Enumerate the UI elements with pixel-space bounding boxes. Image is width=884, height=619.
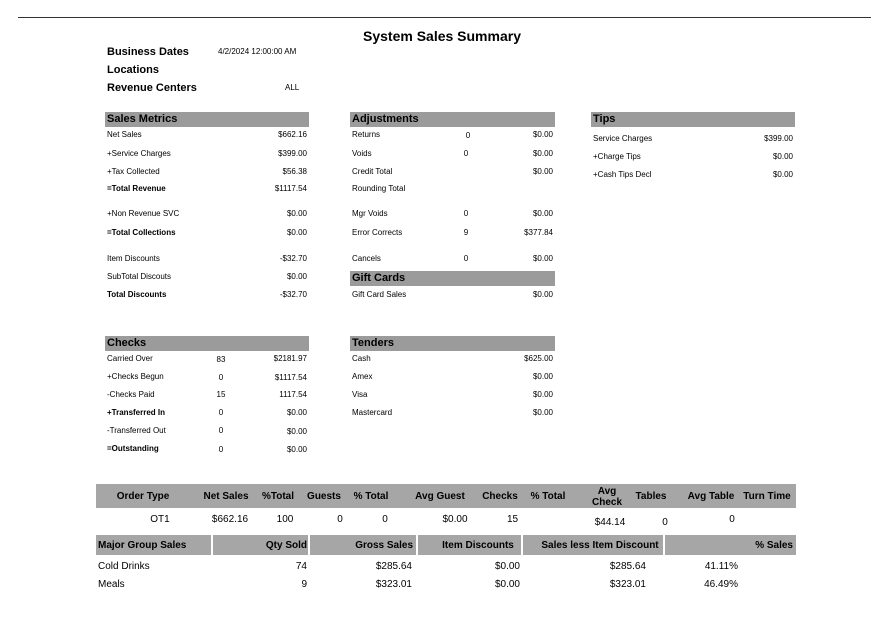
mg-cell-pct-sales: 41.11% — [704, 561, 738, 572]
tender-label: Visa — [352, 390, 368, 399]
checks-label: =Outstanding — [107, 444, 159, 453]
mg-cell-qty: 74 — [295, 561, 307, 572]
ot-cell-checks: 15 — [506, 514, 519, 525]
ot-header-pct-total-guests: % Total — [353, 491, 389, 502]
adj-value: $0.00 — [532, 149, 553, 158]
sm-value: $662.16 — [278, 130, 307, 139]
sales-metrics-header: Sales Metrics — [105, 112, 309, 127]
sm-label: =Total Collections — [107, 228, 176, 237]
checks-value: $1117.54 — [274, 373, 307, 382]
sm-label: Net Sales — [107, 130, 142, 139]
adj-value: $377.84 — [524, 228, 553, 237]
gift-card-value: $0.00 — [532, 290, 553, 299]
mg-cell-item-discounts: $0.00 — [494, 561, 520, 572]
ot-header-avg-table: Avg Table — [687, 491, 735, 502]
ot-header-pct-total: %Total — [261, 491, 295, 502]
mg-cell-name: Cold Drinks — [98, 561, 150, 572]
checks-header: Checks — [105, 336, 309, 351]
adj-count: 0 — [465, 131, 471, 140]
ot-header-checks: Checks — [482, 491, 518, 502]
mg-cell-item-discounts: $0.00 — [494, 579, 520, 590]
column-divider — [211, 535, 213, 555]
adjustments-header: Adjustments — [350, 112, 555, 127]
ot-header-tables: Tables — [635, 491, 667, 502]
gift-cards-header: Gift Cards — [350, 271, 555, 286]
ot-cell-pct-total-guests: 0 — [382, 514, 388, 525]
sm-value: -$32.70 — [279, 254, 307, 263]
ot-cell-avg-guest: $0.00 — [442, 514, 468, 525]
sm-value: $399.00 — [278, 149, 307, 158]
adj-count: 0 — [463, 209, 469, 218]
checks-value: $0.00 — [286, 427, 307, 436]
checks-count: 83 — [216, 355, 226, 364]
locations-label: Locations — [107, 64, 159, 76]
checks-value: $2181.97 — [273, 354, 307, 363]
checks-label: -Transferred Out — [107, 426, 166, 435]
sm-value: $0.00 — [286, 228, 307, 237]
adj-value: $0.00 — [532, 254, 553, 263]
tips-value: $0.00 — [772, 152, 793, 161]
ot-cell-guests: 0 — [337, 514, 343, 525]
sm-label: +Service Charges — [107, 149, 171, 158]
ot-header-turn-time: Turn Time — [743, 491, 791, 502]
sm-label: +Non Revenue SVC — [107, 209, 180, 218]
mg-cell-pct-sales: 46.49% — [704, 579, 738, 590]
adj-count: 0 — [463, 254, 469, 263]
revenue-centers-value: ALL — [285, 83, 300, 92]
adj-value: $0.00 — [532, 209, 553, 218]
checks-label: -Checks Paid — [107, 390, 155, 399]
tips-label: Service Charges — [593, 134, 653, 143]
sm-value: $0.00 — [286, 209, 307, 218]
ot-header-avg-guest: Avg Guest — [415, 491, 465, 502]
sm-value: $1117.54 — [274, 184, 307, 193]
tender-label: Amex — [352, 372, 373, 381]
ot-header-guests: Guests — [307, 491, 341, 502]
tips-value: $0.00 — [772, 170, 793, 179]
mg-cell-sales-less: $285.64 — [609, 561, 646, 572]
adj-label: Returns — [352, 130, 381, 139]
checks-label: Carried Over — [107, 354, 153, 363]
sm-label: Total Discounts — [107, 290, 167, 299]
tips-header: Tips — [591, 112, 795, 127]
revenue-centers-label: Revenue Centers — [107, 82, 197, 94]
tips-label: +Charge Tips — [593, 152, 641, 161]
top-rule — [18, 17, 871, 18]
sm-label: SubTotal Discouts — [107, 272, 172, 281]
adj-label: Credit Total — [352, 167, 393, 176]
ot-header-pct-total-checks: % Total — [530, 491, 566, 502]
ot-cell-avg-check: $44.14 — [594, 517, 626, 528]
mg-cell-name: Meals — [98, 579, 125, 590]
adj-value: $0.00 — [532, 167, 553, 176]
tips-value: $399.00 — [764, 134, 793, 143]
ot-cell-pct-total: 100 — [276, 514, 294, 525]
adj-count: 9 — [463, 228, 469, 237]
business-dates-value: 4/2/2024 12:00:00 AM — [218, 47, 297, 56]
ot-header-order-type: Order Type — [116, 491, 170, 502]
column-divider — [308, 535, 310, 555]
tender-value: $0.00 — [532, 372, 553, 381]
checks-value: $0.00 — [286, 408, 307, 417]
sm-value: $0.00 — [286, 272, 307, 281]
mg-cell-qty: 9 — [301, 579, 307, 590]
tender-value: $0.00 — [532, 408, 553, 417]
adj-label: Mgr Voids — [352, 209, 388, 218]
mg-cell-gross: $285.64 — [375, 561, 412, 572]
sm-label: =Total Revenue — [107, 184, 166, 193]
sm-label: +Tax Collected — [107, 167, 160, 176]
adj-label: Error Corrects — [352, 228, 403, 237]
checks-count: 0 — [218, 445, 224, 454]
mg-header-sales-less: Sales less Item Discount — [541, 540, 659, 551]
adj-value: $0.00 — [532, 130, 553, 139]
tender-label: Cash — [352, 354, 371, 363]
checks-count: 0 — [218, 373, 224, 382]
ot-header-avg-check: Avg Check — [591, 486, 622, 508]
tips-label: +Cash Tips Decl — [593, 170, 652, 179]
mg-header-item-discounts: Item Discounts — [442, 540, 514, 551]
checks-count: 0 — [218, 408, 224, 417]
adj-label: Cancels — [352, 254, 381, 263]
mg-header-name: Major Group Sales — [98, 540, 187, 551]
ot-cell-avg-table: 0 — [729, 514, 735, 525]
gift-card-label: Gift Card Sales — [352, 290, 407, 299]
adj-label: Rounding Total — [352, 184, 406, 193]
tender-value: $625.00 — [524, 354, 553, 363]
mg-cell-gross: $323.01 — [375, 579, 412, 590]
sm-value: $56.38 — [282, 167, 307, 176]
adj-label: Voids — [352, 149, 372, 158]
ot-cell-tables: 0 — [662, 517, 668, 528]
checks-value: 1117.54 — [279, 390, 307, 399]
mg-cell-sales-less: $323.01 — [609, 579, 646, 590]
ot-header-net-sales: Net Sales — [203, 491, 249, 502]
mg-header-pct-sales: % Sales — [755, 540, 793, 551]
checks-count: 0 — [218, 426, 224, 435]
tenders-header: Tenders — [350, 336, 555, 351]
tender-value: $0.00 — [532, 390, 553, 399]
checks-label: +Transferred In — [107, 408, 166, 417]
checks-value: $0.00 — [286, 445, 307, 454]
tender-label: Mastercard — [352, 408, 393, 417]
mg-header-qty: Qty Sold — [265, 540, 307, 551]
page-title: System Sales Summary — [363, 28, 521, 44]
checks-count: 15 — [216, 390, 226, 399]
sm-label: Item Discounts — [107, 254, 160, 263]
adj-count: 0 — [463, 149, 469, 158]
column-divider — [416, 535, 418, 555]
business-dates-label: Business Dates — [107, 46, 189, 58]
sm-value: -$32.70 — [279, 290, 307, 299]
ot-cell-order-type: OT1 — [150, 514, 170, 525]
checks-label: +Checks Begun — [107, 372, 164, 381]
ot-cell-net-sales: $662.16 — [211, 514, 249, 525]
mg-header-gross: Gross Sales — [355, 540, 413, 551]
